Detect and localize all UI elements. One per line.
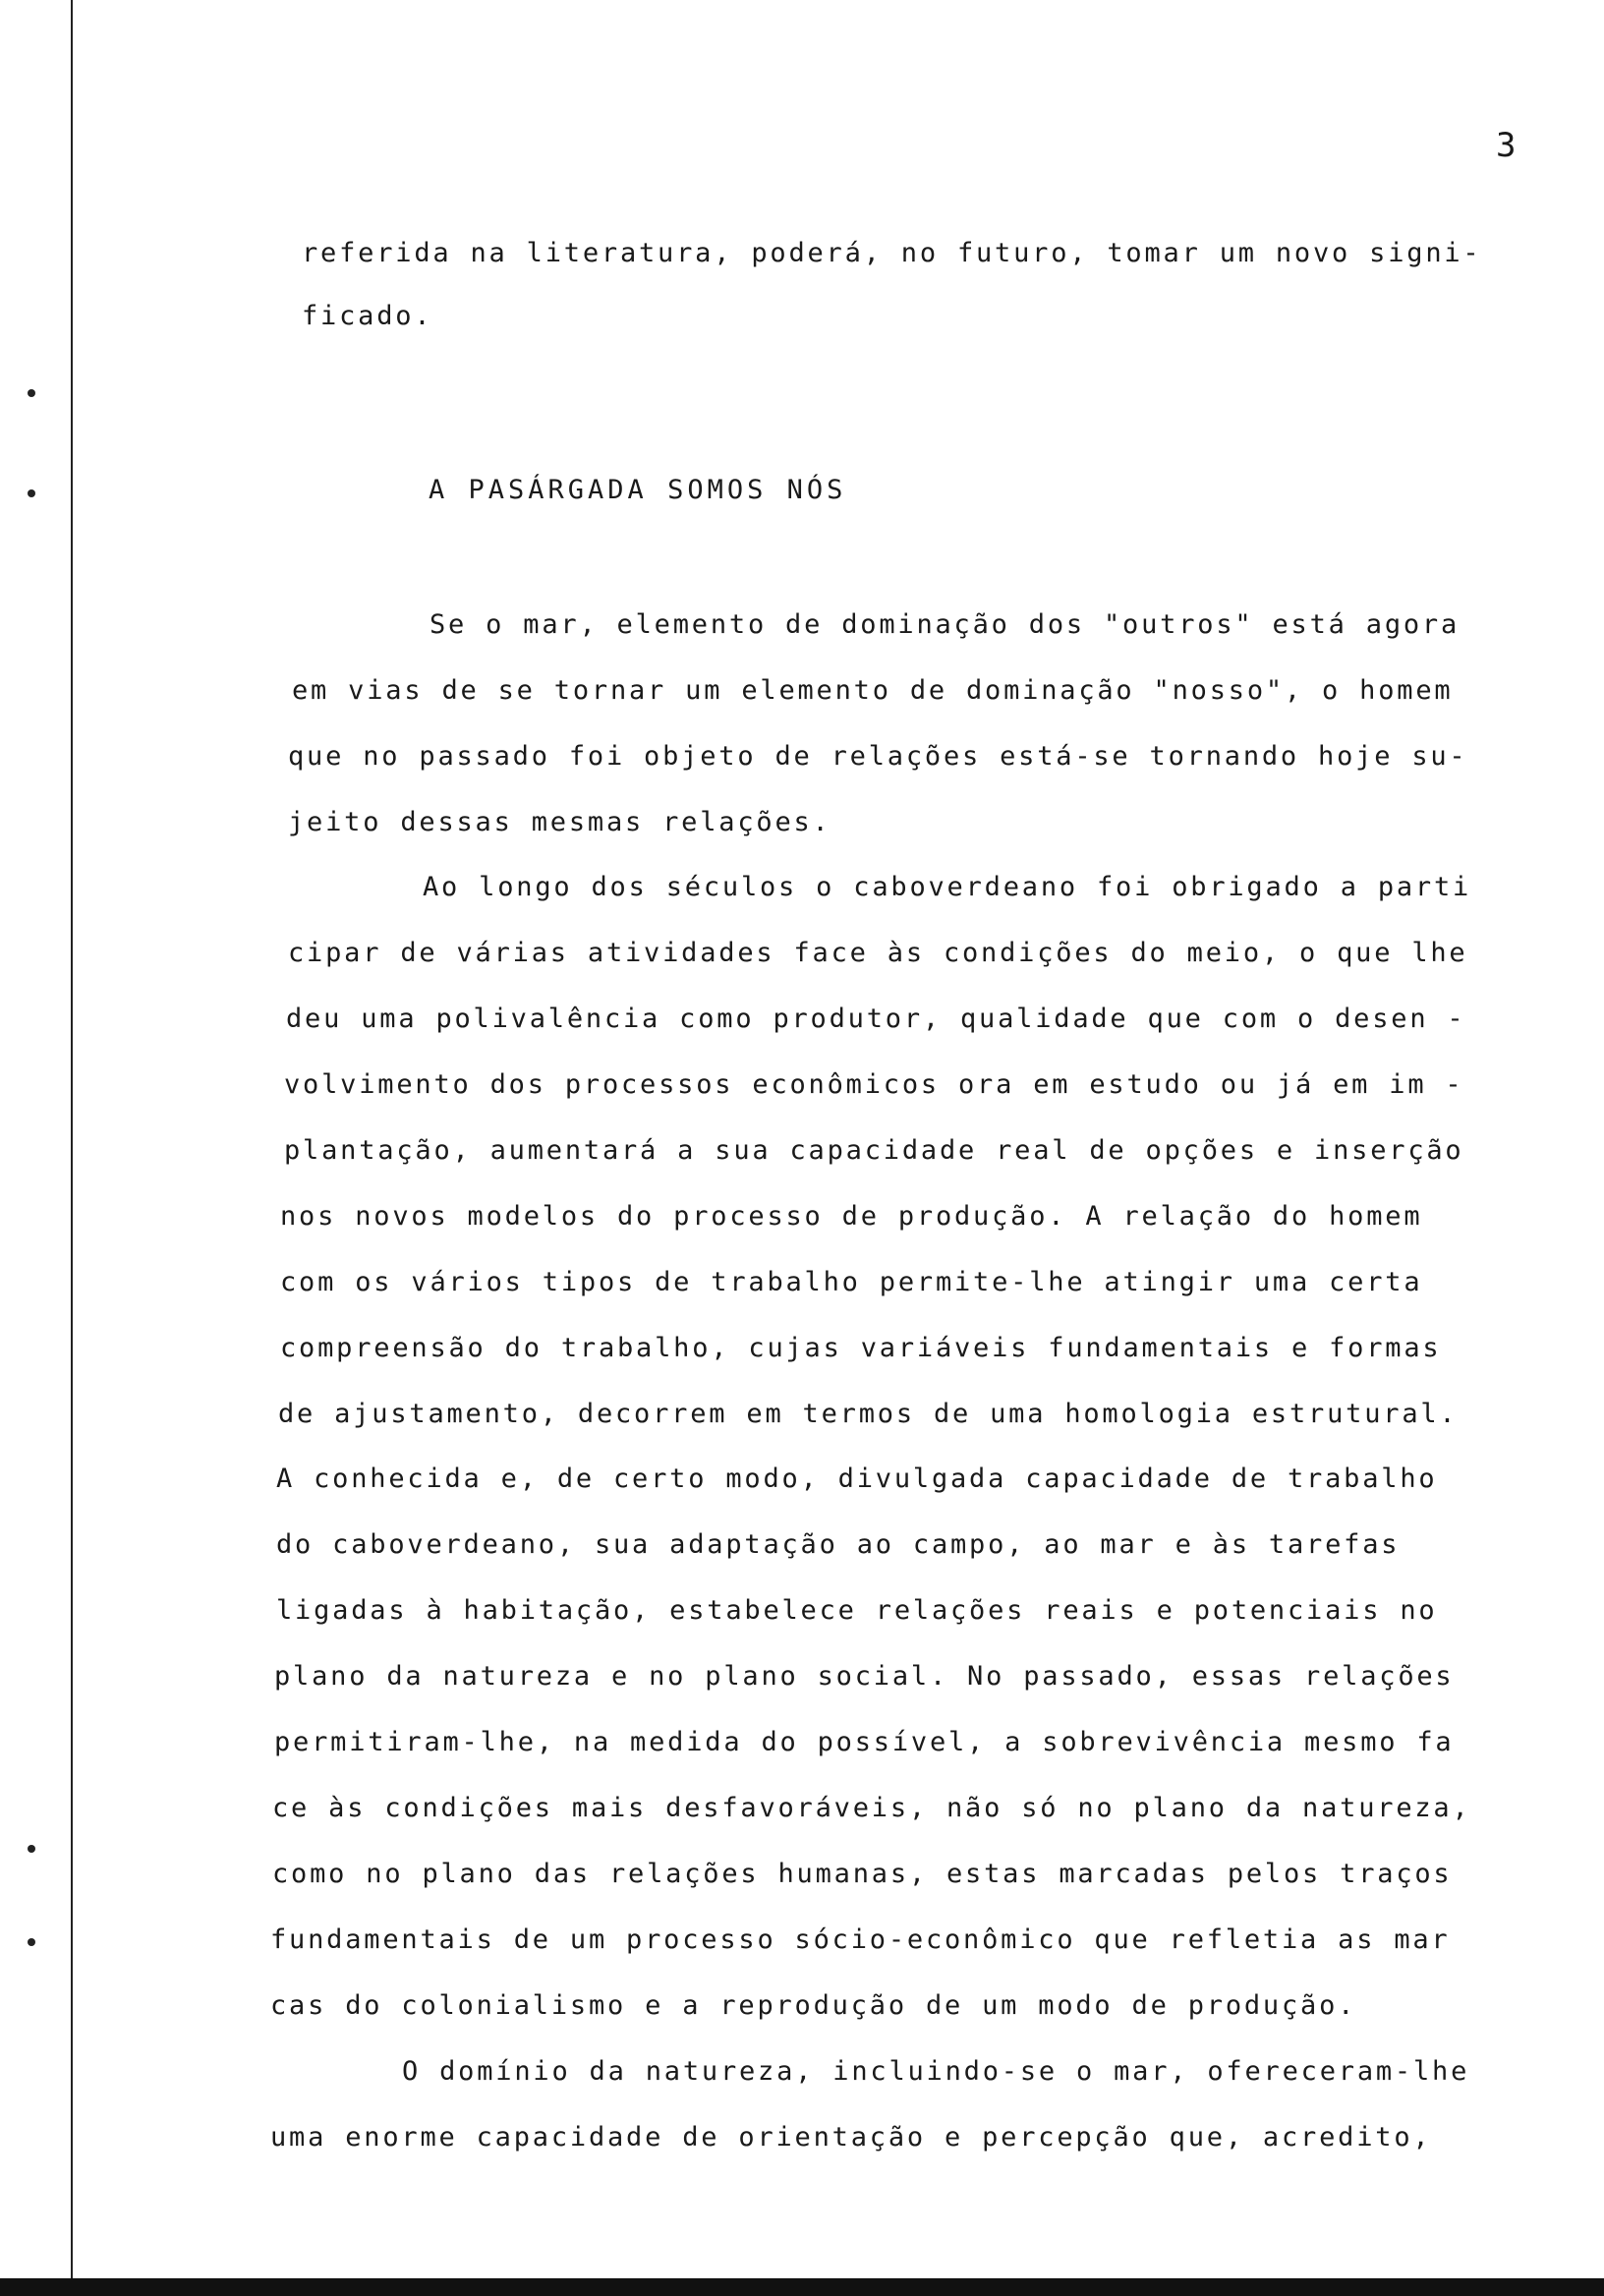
text-line: jeito dessas mesmas relações. (288, 807, 831, 837)
page-number: 3 (1496, 126, 1517, 165)
text-line: cipar de várias atividades face às condições do meio, o que lhe (288, 938, 1468, 968)
text-line: de ajustamento, decorrem em termos de uma homologia estrutural. (278, 1399, 1459, 1429)
text-line: volvimento dos processos econômicos ora em estudo ou já em im - (284, 1069, 1464, 1100)
text-line: Se o mar, elemento de dominação dos "outros" está agora (430, 609, 1461, 640)
text-line: plano da natureza e no plano social. No passado, essas relações (274, 1661, 1455, 1692)
text-line: nos novos modelos do processo de produção. A relação do homem (280, 1201, 1423, 1232)
text-line: O domínio da natureza, incluindo-se o mar, ofereceram-lhe (402, 2056, 1470, 2087)
text-line: do caboverdeano, sua adaptação ao campo, ao mar e às tarefas (276, 1529, 1401, 1560)
punch-hole-mark (28, 389, 35, 397)
text-line: compreensão do trabalho, cujas variáveis fundamentais e formas (280, 1333, 1442, 1363)
text-line: uma enorme capacidade de orientação e percepção que, acredito, (270, 2122, 1432, 2152)
text-line: em vias de se tornar um elemento de dominação "nosso", o homem (292, 675, 1454, 706)
text-line: A conhecida e, de certo modo, divulgada capacidade de trabalho (276, 1464, 1438, 1494)
text-line: plantação, aumentará a sua capacidade real de opções e inserção (284, 1135, 1464, 1166)
text-line: ligadas à habitação, estabelece relações reais e potenciais no (276, 1595, 1438, 1626)
text-line: como no plano das relações humanas, estas marcadas pelos traços (272, 1859, 1453, 1889)
text-line: fundamentais de um processo sócio-econômico que refletia as mar (270, 1924, 1451, 1955)
text-line: deu uma polivalência como produtor, qualidade que com o desen - (286, 1004, 1466, 1034)
scan-bottom-edge (0, 2278, 1604, 2296)
text-line: Ao longo dos séculos o caboverdeano foi obrigado a parti (423, 872, 1472, 902)
text-line: permitiram-lhe, na medida do possível, a sobrevivência mesmo fa (274, 1727, 1455, 1757)
punch-hole-mark (28, 1938, 35, 1946)
text-line: ce às condições mais desfavoráveis, não só no plano da natureza, (272, 1793, 1471, 1823)
text-line: referida na literatura, poderá, no futuro, tomar um novo signi- (302, 238, 1482, 268)
left-margin-line (71, 0, 73, 2296)
text-line: que no passado foi objeto de relações está-se tornando hoje su- (288, 741, 1468, 772)
punch-hole-mark (28, 1845, 35, 1853)
text-line: com os vários tipos de trabalho permite-lhe atingir uma certa (280, 1267, 1423, 1297)
section-heading: A PASÁRGADA SOMOS NÓS (429, 475, 847, 505)
text-line: cas do colonialismo e a reprodução de um modo de produção. (270, 1990, 1357, 2021)
text-line: ficado. (302, 301, 433, 331)
punch-hole-mark (28, 489, 35, 497)
